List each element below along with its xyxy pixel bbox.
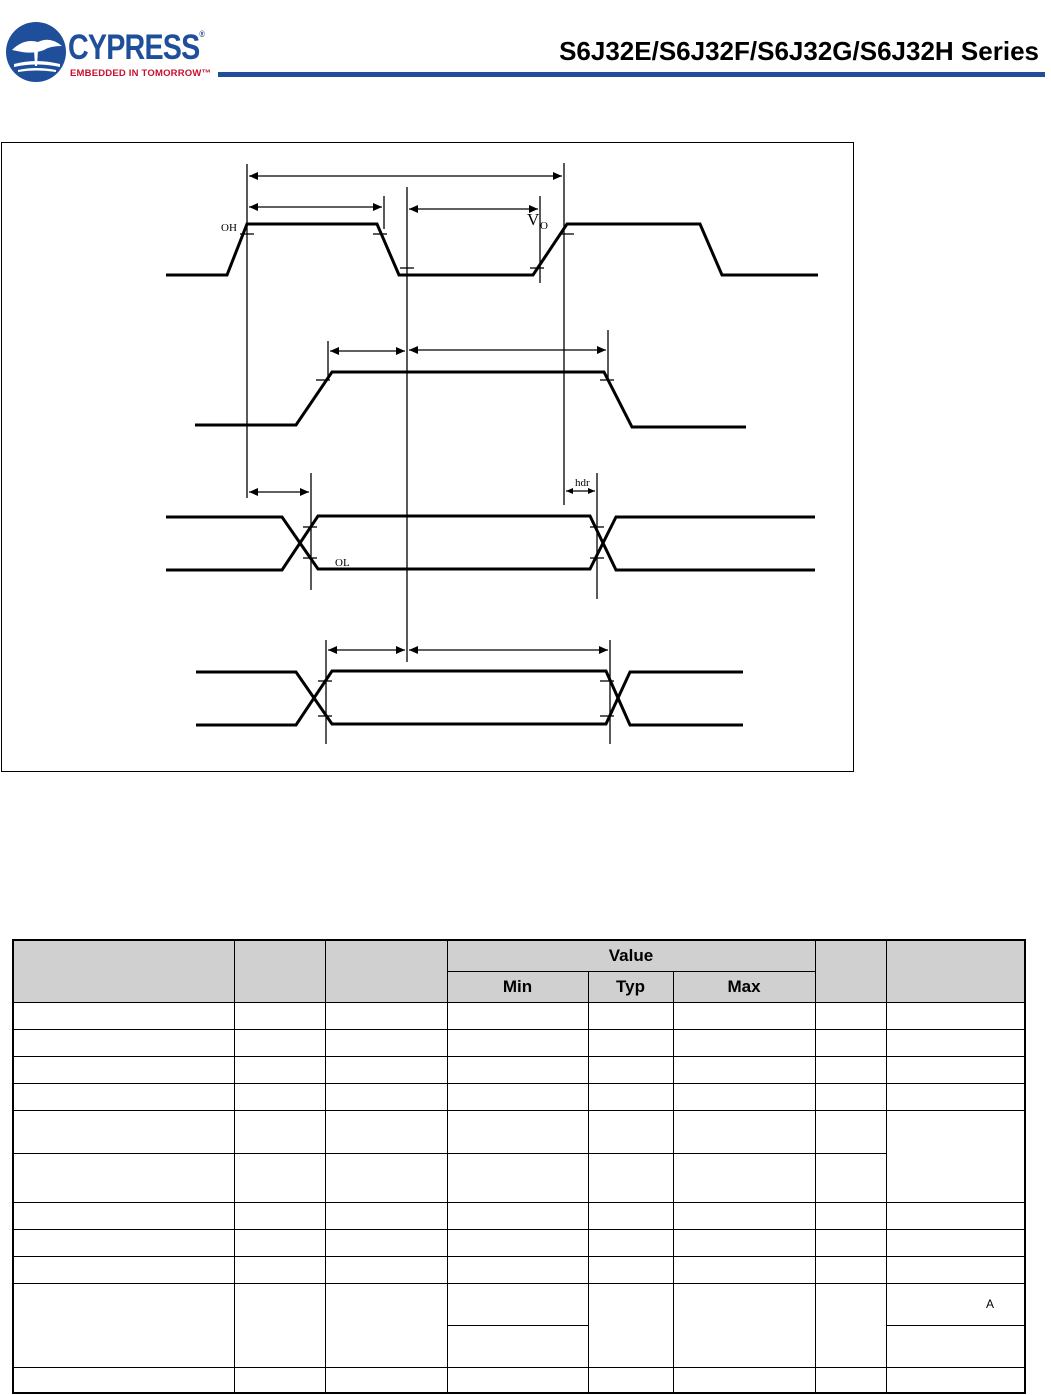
signal-4-bus-top	[196, 672, 743, 724]
header-pin	[325, 940, 447, 1002]
signal-2-waveform	[195, 372, 746, 427]
signal-4-bus-bottom	[196, 671, 743, 725]
label-v: V	[527, 210, 540, 229]
threshold-ticks	[240, 234, 614, 716]
table-row	[13, 1367, 1025, 1393]
header-typ: Typ	[588, 971, 673, 1002]
header-remarks	[886, 940, 1025, 1002]
header-parameter	[13, 940, 234, 1002]
table-row	[13, 1056, 1025, 1083]
logo-wordmark: CYPRESS®	[68, 28, 205, 67]
label-oh: OH	[221, 222, 237, 234]
spec-table	[12, 939, 1026, 1394]
header-max: Max	[673, 971, 815, 1002]
signal-1-waveform	[166, 224, 818, 275]
table-row	[13, 1083, 1025, 1110]
table-row	[13, 1029, 1025, 1056]
table-row	[13, 1110, 1025, 1153]
header-symbol	[234, 940, 325, 1002]
label-ol: OL	[335, 557, 350, 569]
logo-tagline: EMBEDDED IN TOMORROW™	[70, 68, 212, 79]
series-title: S6J32E/S6J32F/S6J32G/S6J32H Series	[559, 36, 1039, 66]
footnote-cell: A	[886, 1283, 1025, 1325]
table-row	[13, 1153, 1025, 1202]
table-row	[13, 1256, 1025, 1283]
signal-3-bus-top	[166, 517, 815, 569]
table-row	[13, 1002, 1025, 1029]
table-row	[13, 1202, 1025, 1229]
table-row	[13, 1283, 1025, 1325]
label-o: O	[540, 220, 548, 232]
header-unit	[815, 940, 886, 1002]
label-hdr: hdr	[575, 477, 590, 489]
header-min: Min	[447, 971, 588, 1002]
signal-3-bus-bottom	[166, 516, 815, 570]
table-row	[13, 1229, 1025, 1256]
header-value-group: Value	[447, 940, 815, 971]
